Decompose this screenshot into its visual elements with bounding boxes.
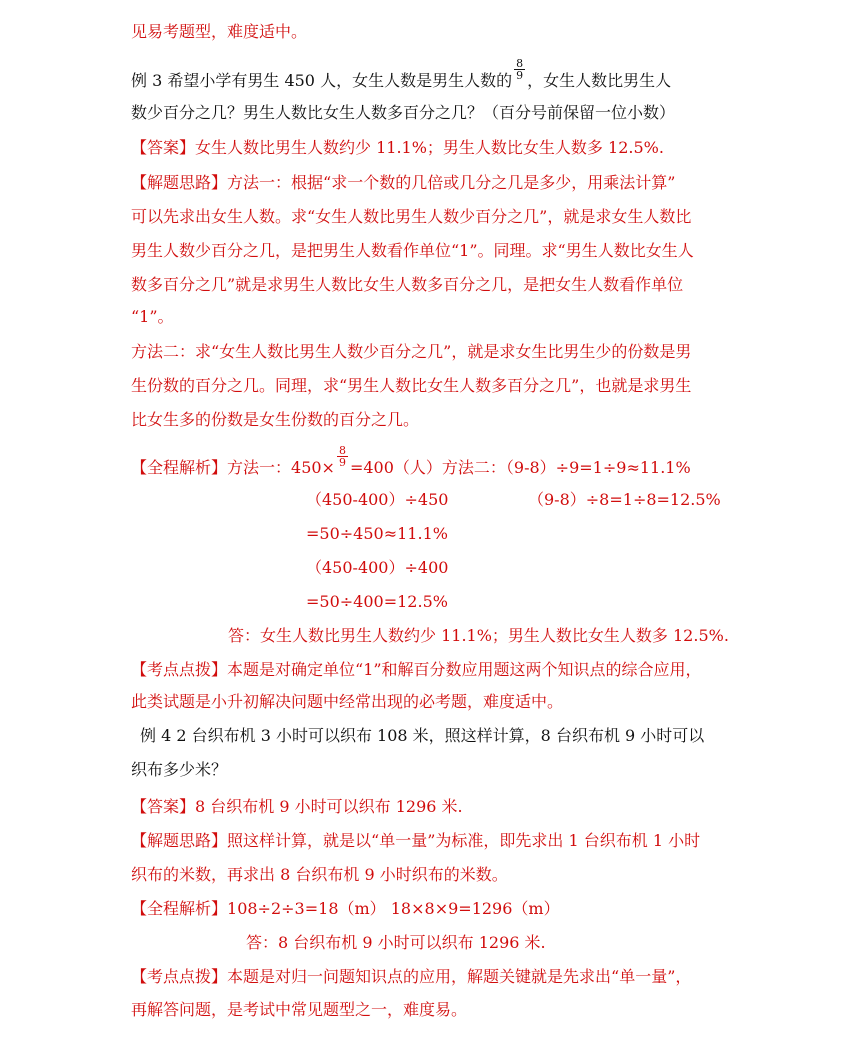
key-point-tag: 【考点点拨】: [131, 660, 228, 679]
answer-line: [131, 137, 664, 159]
text-run: 女生人数比男生人数约少 11.1%；男生人数比女生人数多 12.5%.: [195, 138, 664, 157]
answer-tag: 【答案】: [131, 138, 196, 157]
text-line: 再解答问题，是考试中常见题型之一，难度易。: [131, 1000, 468, 1019]
text-line: 比女生多的份数是女生份数的百分之几。: [131, 410, 420, 429]
text-line: 织布的米数，再求出 8 台织布机 9 小时织布的米数。: [131, 865, 508, 884]
text-line: （450-400）÷400: [306, 558, 449, 577]
key-point-line: [131, 659, 702, 681]
text-run: 本题是对归一问题知识点的应用，解题关键就是先求出“单一量”，: [227, 967, 692, 986]
text-line: 男生人数少百分之几，是把男生人数看作单位“1”。同理。求“男生人数比女生人: [131, 241, 694, 260]
solution-idea-tag: 【解题思路】: [131, 173, 228, 192]
fraction-denominator: 9: [516, 69, 524, 82]
text-line: 见易考题型，难度适中。: [131, 22, 308, 41]
text-line: 数多百分之几”就是求男生人数比女生人数多百分之几，是把女生人数看作单位: [131, 275, 684, 294]
text-run: 方法一：根据“求一个数的几倍或几分之几是多少，用乘法计算”: [227, 173, 676, 192]
text-run: 方法一：450×: [227, 458, 335, 477]
text-line: 此类试题是小升初解决问题中经常出现的必考题，难度适中。: [131, 692, 564, 711]
solution-idea-line: [131, 830, 700, 852]
example-3-question: [131, 57, 672, 93]
solution-idea-line: [131, 172, 675, 194]
text-run: 本题是对确定单位“1”和解百分数应用题这两个知识点的综合应用，: [227, 660, 702, 679]
text-line: 可以先求出女生人数。求“女生人数比男生人数少百分之几”，就是求女生人数比: [131, 207, 692, 226]
text-run: =400（人）方法二：（9-8）÷9=1÷9≈11.1%: [349, 458, 691, 477]
fraction-8-9: [337, 445, 348, 468]
fraction-denominator: 9: [338, 456, 346, 469]
text-line: =50÷400=12.5%: [306, 592, 448, 611]
answer-tag: 【答案】: [131, 797, 196, 816]
text-run: 例 3 希望小学有男生 450 人，女生人数是男生人数的: [131, 71, 513, 90]
text-line: （9-8）÷8=1÷8=12.5%: [528, 490, 721, 509]
full-analysis-line: [131, 898, 560, 920]
example-4-question: 例 4 2 台织布机 3 小时可以织布 108 米，照这样计算，8 台织布机 9 小时可以: [140, 726, 705, 745]
text-line: 数少百分之几？男生人数比女生人数多百分之几？（百分号前保留一位小数）: [131, 103, 676, 122]
text-line: =50÷450≈11.1%: [306, 524, 448, 543]
text-run: 8 台织布机 9 小时可以织布 1296 米.: [195, 797, 463, 816]
text-run: 108÷2÷3=18（m） 18×8×9=1296（m）: [227, 899, 560, 918]
answer-statement: 答：8 台织布机 9 小时可以织布 1296 米.: [246, 933, 546, 952]
fraction-numerator: 8: [338, 444, 346, 457]
fraction-numerator: 8: [516, 57, 524, 70]
text-run: 照这样计算，就是以“单一量”为标准，即先求出 1 台织布机 1 小时: [227, 831, 701, 850]
text-line: 生份数的百分之几。同理，求“男生人数比女生人数多百分之几”，也就是求男生: [131, 376, 692, 395]
answer-line: [131, 796, 463, 818]
full-analysis-tag: 【全程解析】: [131, 899, 228, 918]
key-point-tag: 【考点点拨】: [131, 967, 228, 986]
text-line: 方法二：求“女生人数比男生人数少百分之几”，就是求女生比男生少的份数是男: [131, 342, 692, 361]
solution-idea-tag: 【解题思路】: [131, 831, 228, 850]
full-analysis-tag: 【全程解析】: [131, 458, 228, 477]
key-point-line: [131, 966, 691, 988]
text-line: 织布多少米？: [131, 760, 228, 779]
answer-statement: 答：女生人数比男生人数约少 11.1%；男生人数比女生人数多 12.5%.: [228, 626, 729, 645]
full-analysis-line: [131, 444, 691, 480]
text-line: （450-400）÷450: [306, 490, 449, 509]
text-run: ，女生人数比男生人: [527, 71, 672, 90]
text-line: “1”。: [131, 307, 174, 326]
fraction-8-9: [514, 58, 525, 81]
